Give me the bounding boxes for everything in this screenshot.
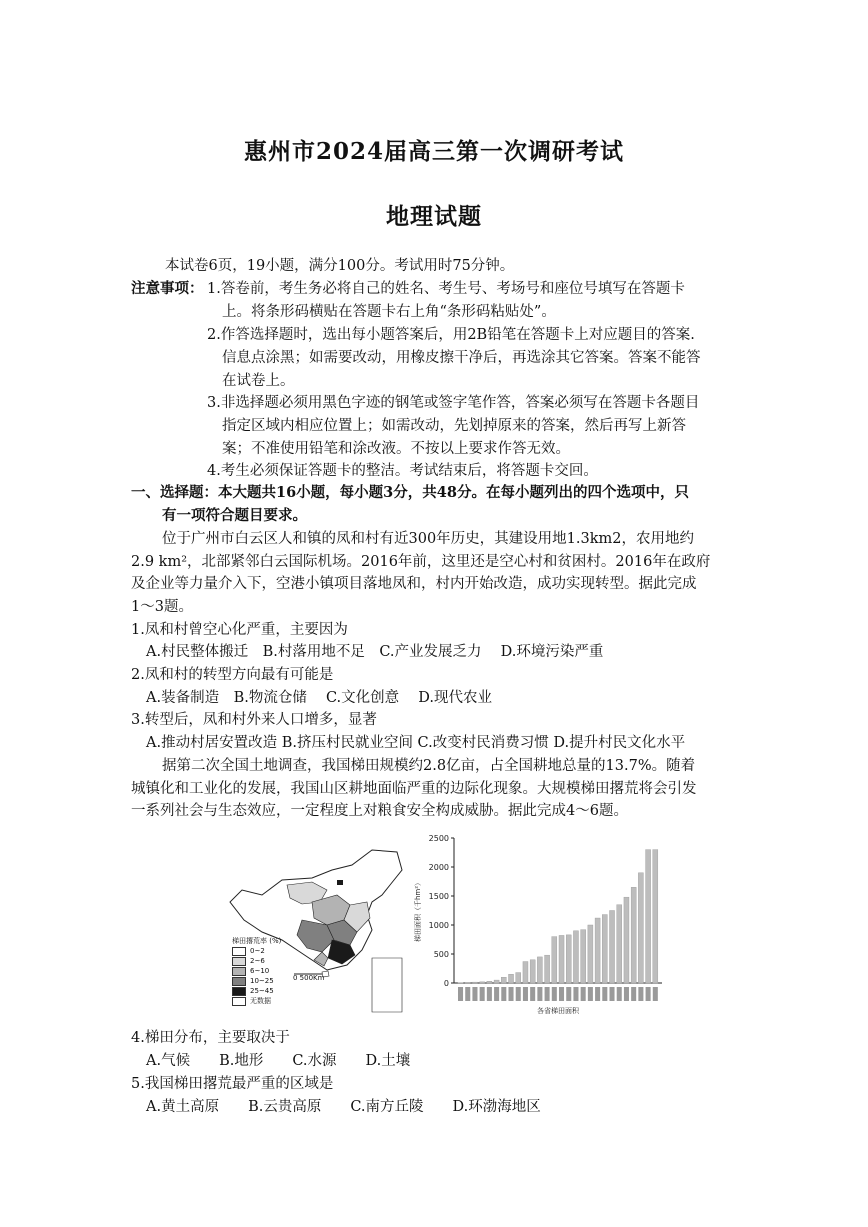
category-tick-label: [602, 987, 607, 1001]
category-tick-label: [552, 987, 557, 1001]
bar: [638, 873, 643, 983]
bar: [530, 960, 535, 983]
exam-intro: 本试卷6页，19小题，满分100分。考试用时75分钟。: [165, 258, 515, 274]
bar: [653, 850, 658, 983]
legend-item: 10~25: [232, 976, 281, 986]
question-5-stem: 5.我国梯田撂荒最严重的区域是: [131, 1076, 334, 1092]
bar: [552, 937, 557, 983]
y-tick-label: 1000: [428, 921, 449, 930]
category-tick-label: [523, 987, 528, 1001]
question-4-options: A.气候 B.地形 C.水源 D.土壤: [146, 1053, 411, 1069]
legend-item: 无数据: [232, 996, 281, 1006]
question-1-options: A.村民整体搬迁 B.村落用地不足 C.产业发展乏力 D.环境污染严重: [146, 644, 604, 660]
section-heading: 一、选择题：本大题共16小题，每小题3分，共48分。在每小题列出的四个选项中，只: [131, 484, 689, 501]
category-tick-label: [559, 987, 564, 1001]
y-tick-label: 0: [443, 979, 449, 988]
section-heading-cont: 有一项符合题目要求。: [162, 507, 307, 524]
bar: [545, 955, 550, 983]
category-tick-label: [501, 987, 506, 1001]
notice-item: 1.答卷前，考生务必将自己的姓名、考生号、考场号和座位号填写在答题卡: [207, 281, 685, 297]
bar: [501, 977, 506, 983]
passage-line: 城镇化和工业化的发展，我国山区耕地面临严重的边际化现象。大规模梯田撂荒将会引发: [131, 781, 697, 797]
bar: [595, 918, 600, 983]
category-tick-label: [653, 987, 658, 1001]
map-legend-title: 梯田撂荒率 (%): [232, 937, 282, 945]
bar-chart-svg: [410, 828, 670, 1028]
bar: [465, 982, 470, 983]
bar: [610, 911, 615, 984]
category-tick-label: [573, 987, 578, 1001]
category-tick-label: [472, 987, 477, 1001]
map-region-black: [337, 880, 343, 885]
notice-label: 注意事项：: [131, 280, 204, 297]
bar: [494, 980, 499, 983]
y-tick-label: 500: [433, 950, 449, 959]
category-tick-label: [610, 987, 615, 1001]
category-tick-label: [487, 987, 492, 1001]
category-tick-label: [566, 987, 571, 1001]
notice-item: 3.非选择题必须用黑色字迹的钢笔或签字笔作答，答案必须写在答题卡各题目: [207, 395, 700, 411]
notice-item: 在试卷上。: [222, 373, 295, 389]
passage-line: 1～3题。: [131, 599, 193, 615]
legend-item: 2~6: [232, 956, 281, 966]
question-2-options: A.装备制造 B.物流仓储 C.文化创意 D.现代农业: [146, 690, 492, 706]
y-axis-label: 梯田面积（千hm²）: [414, 878, 422, 943]
question-3-options: A.推动村居安置改造 B.挤压村民就业空间 C.改变村民消费习惯 D.提升村民文化水平: [146, 735, 686, 751]
notice-item: 指定区域内相应位置上；如需改动，先划掉原来的答案，然后再写上新答: [222, 418, 686, 434]
bar: [487, 981, 492, 983]
legend-item: 0~2: [232, 946, 281, 956]
category-tick-label: [509, 987, 514, 1001]
passage-line: 一系列社会与生态效应，一定程度上对粮食安全构成威胁。据此完成4～6题。: [131, 803, 628, 819]
exam-subject-title: 地理试题: [386, 203, 482, 230]
category-tick-label: [458, 987, 463, 1001]
category-tick-label: [530, 987, 535, 1001]
bar: [472, 982, 477, 983]
passage-line: 2.9 km²，北部紧邻白云国际机场。2016年前，这里还是空心村和贫困村。2016年在政府: [131, 554, 711, 570]
question-1-stem: 1.凤和村曾空心化严重，主要因为: [131, 622, 348, 638]
category-tick-label: [465, 987, 470, 1001]
category-tick-label: [480, 987, 485, 1001]
question-2-stem: 2.凤和村的转型方向最有可能是: [131, 667, 334, 683]
category-tick-label: [516, 987, 521, 1001]
passage-line: 及企业等力量介入下，空港小镇项目落地凤和，村内开始改造，成功实现转型。据此完成: [131, 576, 697, 592]
question-3-stem: 3.转型后，凤和村外来人口增多，显著: [131, 712, 377, 728]
passage-line: 据第二次全国土地调查，我国梯田规模约2.8亿亩，占全国耕地总量的13.7%。随着: [162, 758, 696, 774]
y-tick-label: 2500: [428, 834, 449, 843]
bar: [559, 935, 564, 983]
terrace-area-chart: [410, 828, 670, 1028]
bar: [617, 905, 622, 983]
notice-item: 2.作答选择题时，选出每小题答案后，用2B铅笔在答题卡上对应题目的答案.: [207, 327, 695, 343]
notice-item: 案；不准使用铅笔和涂改液。不按以上要求作答无效。: [222, 441, 570, 457]
bar: [588, 925, 593, 983]
y-tick-label: 1500: [428, 892, 449, 901]
category-tick-label: [646, 987, 651, 1001]
category-tick-label: [631, 987, 636, 1001]
category-tick-label: [638, 987, 643, 1001]
bar: [516, 973, 521, 983]
legend-item: 6~10: [232, 966, 281, 976]
notice-item: 上。将条形码横贴在答题卡右上角“条形码粘贴处”。: [222, 304, 556, 320]
category-tick-label: [595, 987, 600, 1001]
category-tick-label: [588, 987, 593, 1001]
bar: [509, 974, 514, 983]
question-5-options: A.黄土高原 B.云贵高原 C.南方丘陵 D.环渤海地区: [146, 1099, 541, 1115]
bar: [631, 887, 636, 983]
bar: [602, 915, 607, 983]
category-tick-label: [581, 987, 586, 1001]
exam-title: 惠州市2024届高三第一次调研考试: [243, 138, 624, 165]
bar: [537, 957, 542, 983]
map-legend: [232, 936, 281, 1006]
bar: [581, 930, 586, 983]
south-china-sea-inset: [372, 958, 402, 1012]
legend-item: 25~45: [232, 986, 281, 996]
category-tick-label: [624, 987, 629, 1001]
question-4-stem: 4.梯田分布，主要取决于: [131, 1030, 290, 1046]
passage-line: 位于广州市白云区人和镇的凤和村有近300年历史，其建设用地1.3km2，农用地约: [162, 531, 694, 547]
category-tick-label: [537, 987, 542, 1001]
category-tick-label: [545, 987, 550, 1001]
bar: [566, 935, 571, 983]
bar: [480, 982, 485, 983]
notice-item: 信息点涂黑；如需要改动，用橡皮擦干净后，再选涂其它答案。答案不能答: [222, 350, 701, 366]
y-tick-label: 2000: [428, 863, 449, 872]
category-tick-label: [617, 987, 622, 1001]
bar: [523, 962, 528, 983]
bar: [573, 931, 578, 983]
bar: [646, 850, 651, 983]
x-axis-label: 各省梯田面积: [537, 1007, 579, 1015]
bar: [624, 897, 629, 983]
map-scale-label: 0 500Km: [293, 974, 325, 982]
notice-item: 4.考生必须保证答题卡的整洁。考试结束后，将答题卡交回。: [207, 463, 598, 479]
category-tick-label: [494, 987, 499, 1001]
